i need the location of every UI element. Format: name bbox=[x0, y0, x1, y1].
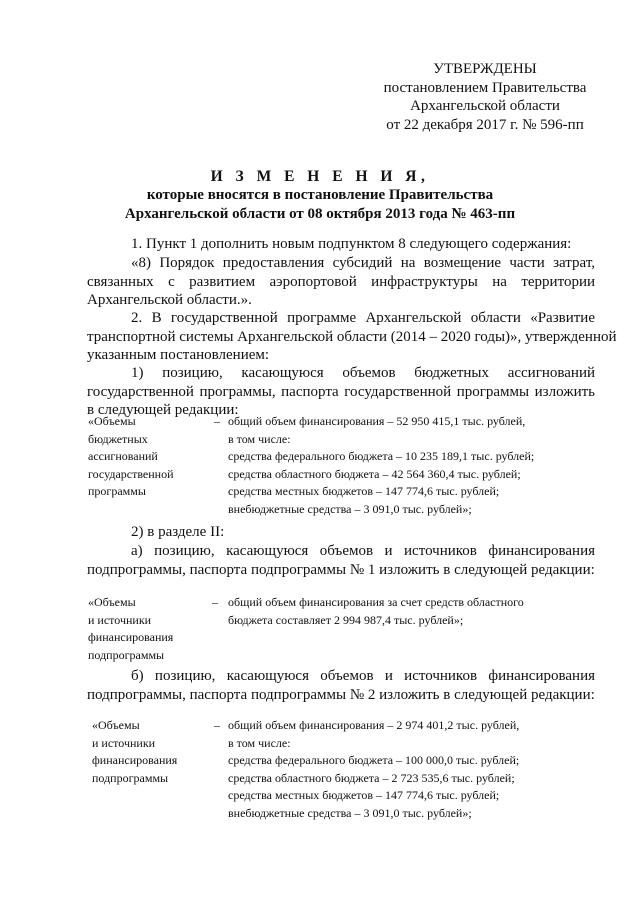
document-heading bbox=[0, 167, 640, 224]
table-label-line: подпрограммы bbox=[88, 647, 165, 662]
table-dash: – bbox=[214, 718, 220, 732]
table-label-line: ассигнований bbox=[88, 449, 158, 464]
table-label bbox=[88, 413, 208, 501]
document-subtitle-line: которые вносятся в постановление Правительства bbox=[146, 187, 494, 203]
table-value-line: средства областного бюджета – 42 564 360,4 тыс. рублей; bbox=[228, 466, 521, 481]
paragraph-line: подпрограммы, паспорта подпрограммы № 2 изложить в следующей редакции: bbox=[87, 686, 595, 703]
table-value-line: общий объем финансирования – 2 974 401,2 тыс. рублей, bbox=[228, 718, 520, 732]
table-value-line: внебюджетные средства – 3 091,0 тыс. рублей»; bbox=[228, 501, 472, 516]
table-value-line: средства местных бюджетов – 147 774,6 тыс. рублей; bbox=[228, 484, 500, 499]
table-value-line: в том числе: bbox=[228, 735, 291, 750]
table-value-line: общий объем финансирования за счет средств областного bbox=[228, 595, 524, 609]
paragraph-line: подпрограммы, паспорта подпрограммы № 1 изложить в следующей редакции: bbox=[87, 561, 595, 578]
paragraph-line: 1. Пункт 1 дополнить новым подпунктом 8 следующего содержания: bbox=[131, 236, 572, 252]
table-label-line: «Объемы bbox=[88, 414, 136, 428]
table-label-line: и источники bbox=[88, 612, 152, 627]
paragraph-line: Архангельской области.». bbox=[87, 292, 252, 308]
paragraph-line: «8) Порядок предоставления субсидий на возмещение части затрат, bbox=[131, 255, 595, 271]
paragraph-line: а) позицию, касающуюся объемов и источников финансирования bbox=[131, 543, 595, 559]
table-value-line: средства федерального бюджета – 100 000,0 тыс. рублей; bbox=[228, 753, 520, 768]
paragraph-sub-1 bbox=[87, 364, 595, 420]
paragraph-item-1 bbox=[131, 235, 595, 254]
paragraph-line: в следующей редакции: bbox=[87, 402, 239, 418]
table-value-line: средства федерального бюджета – 10 235 189,1 тыс. рублей; bbox=[228, 449, 535, 464]
table-label bbox=[88, 594, 208, 664]
approval-line: УТВЕРЖДЕНЫ bbox=[433, 61, 537, 77]
paragraph-sub-2b bbox=[87, 667, 595, 704]
table-value-line: внебюджетные средства – 3 091,0 тыс. рублей»; bbox=[228, 805, 472, 820]
paragraph-item-2 bbox=[87, 309, 617, 365]
table-label-line: финансирования bbox=[88, 630, 174, 645]
paragraph-line: государственной программы, паспорта государственной программы изложить bbox=[87, 383, 595, 400]
paragraph-sub-2 bbox=[131, 523, 595, 542]
table-value-line: средства областного бюджета – 2 723 535,6 тыс. рублей; bbox=[228, 770, 515, 785]
paragraph-line: б) позицию, касающуюся объемов и источников финансирования bbox=[131, 668, 595, 684]
table-dash: – bbox=[212, 595, 218, 609]
paragraph-line: указанным постановлением: bbox=[87, 347, 270, 363]
table-label-line: «Объемы bbox=[88, 595, 136, 609]
table-label-line: государственной bbox=[88, 466, 174, 481]
approval-line: Архангельской области bbox=[410, 98, 560, 114]
table-label-line: и источники bbox=[92, 735, 156, 750]
approval-line: постановлением Правительства bbox=[383, 79, 587, 96]
table-dash: – bbox=[214, 414, 220, 428]
table-label bbox=[92, 717, 212, 787]
table-label-line: программы bbox=[88, 484, 146, 499]
table-value bbox=[228, 413, 534, 519]
paragraph-line: транспортной системы Архангельской области (2014 – 2020 годы)», утвержденной bbox=[87, 328, 617, 345]
paragraph-line: 2. В государственной программе Архангельской области «Развитие bbox=[131, 310, 595, 326]
document-title: И З М Е Н Е Н И Я, bbox=[210, 168, 430, 185]
table-value-line: в том числе: bbox=[228, 431, 291, 446]
paragraph-line: 2) в разделе II: bbox=[131, 524, 225, 540]
approval-block bbox=[380, 60, 590, 134]
table-value-line: общий объем финансирования – 52 950 415,1 тыс. рублей, bbox=[228, 414, 526, 428]
paragraph-sub-2a bbox=[87, 542, 595, 579]
table-value bbox=[228, 717, 519, 823]
document-subtitle-line: Архангельской области от 08 октября 2013 года № 463-пп bbox=[124, 206, 516, 222]
table-label-line: подпрограммы bbox=[92, 770, 169, 785]
table-value-line: средства местных бюджетов – 147 774,6 тыс. рублей; bbox=[228, 788, 500, 803]
paragraph-item-1-quote bbox=[87, 254, 595, 310]
paragraph-line: 1) позицию, касающуюся объемов бюджетных ассигнований bbox=[131, 365, 595, 381]
approval-line: от 22 декабря 2017 г. № 596-пп bbox=[386, 116, 584, 133]
table-value-line: бюджета составляет 2 994 987,4 тыс. рублей»; bbox=[228, 612, 464, 627]
paragraph-line: связанных с развитием аэропортовой инфраструктуры на территории bbox=[87, 273, 595, 290]
table-value bbox=[228, 594, 524, 629]
table-label-line: бюджетных bbox=[88, 431, 148, 446]
table-label-line: финансирования bbox=[92, 753, 178, 768]
table-label-line: «Объемы bbox=[92, 718, 140, 732]
